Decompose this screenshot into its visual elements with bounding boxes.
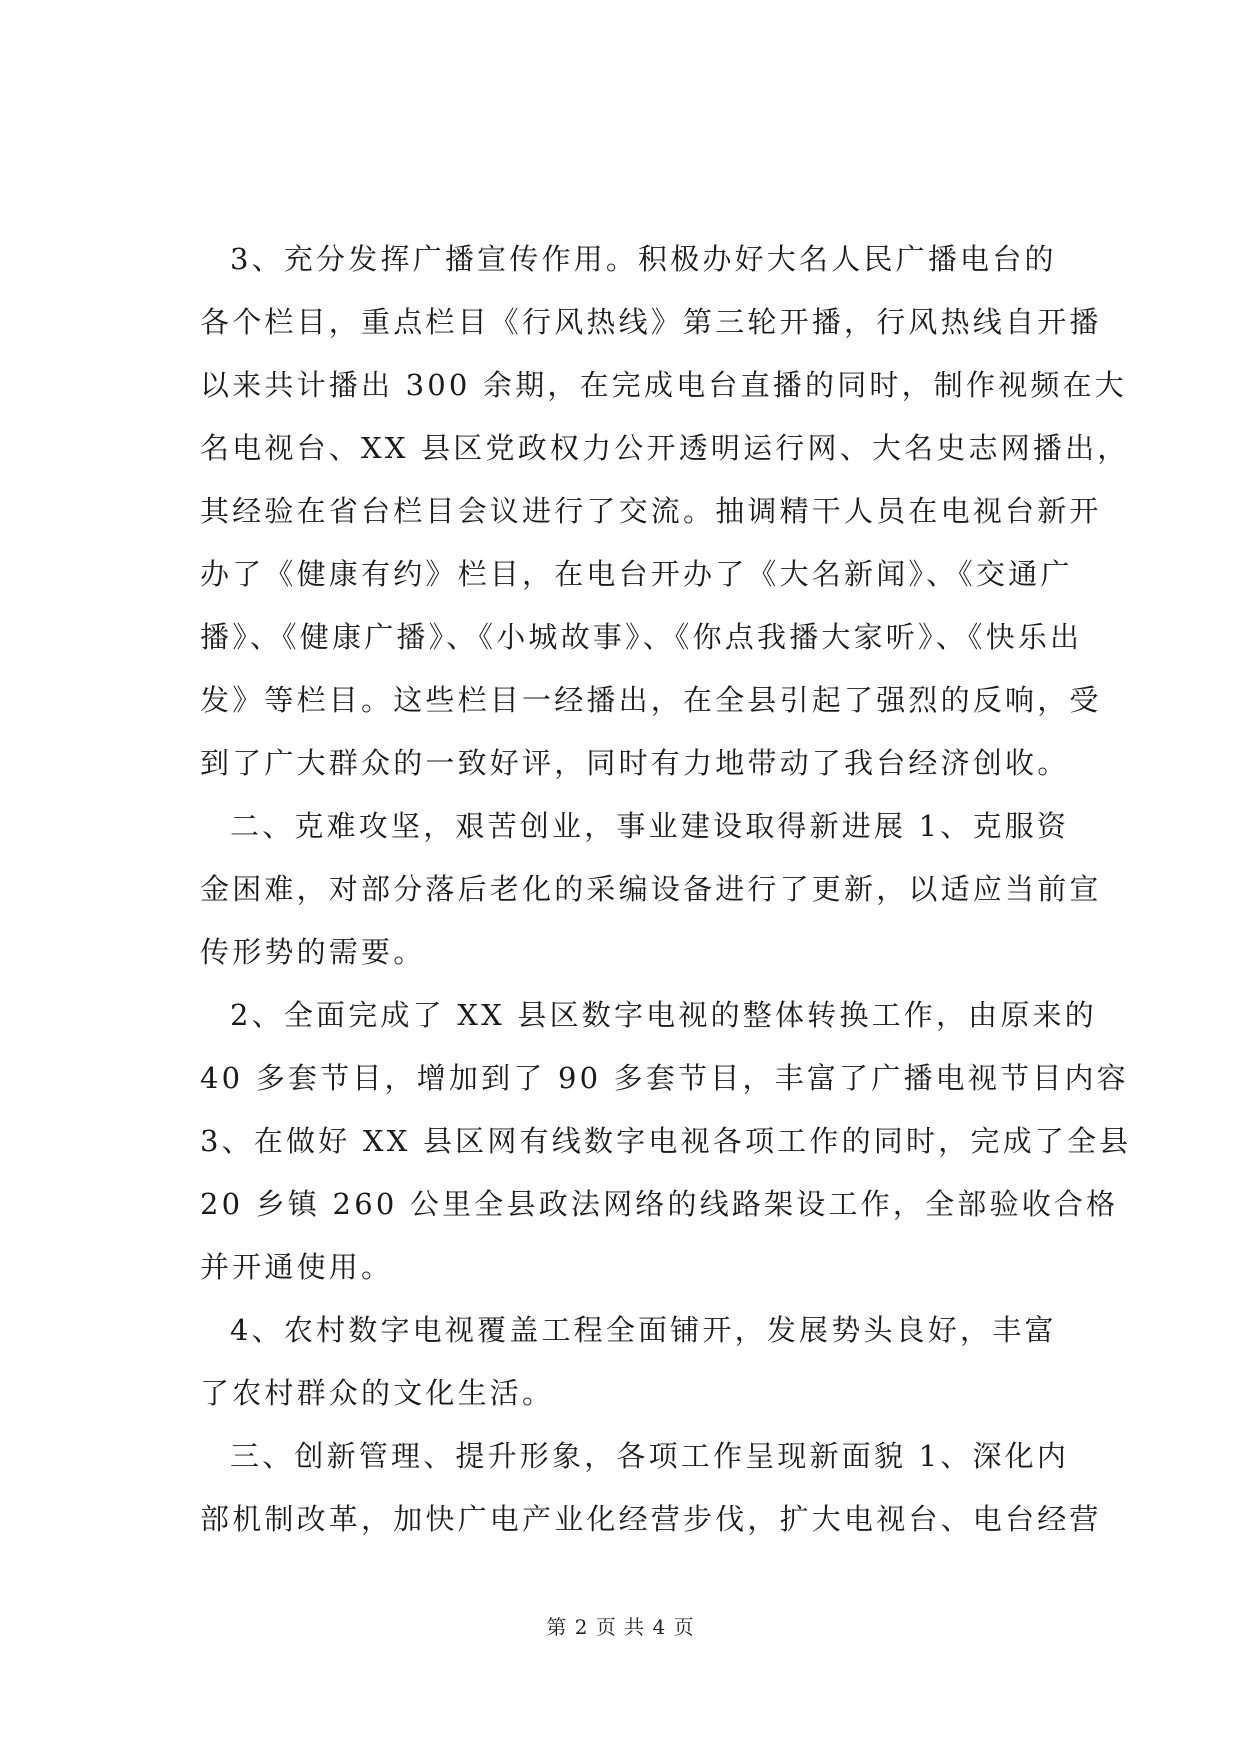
- paragraph-line: 了农村群众的文化生活。: [200, 1376, 555, 1410]
- paragraph-line: 并开通使用。: [200, 1250, 394, 1284]
- paragraph-broadcast-publicity: [200, 228, 1130, 795]
- paragraph-line: 到了广大群众的一致好评，同时有力地带动了我台经济创收。: [200, 746, 1070, 780]
- paragraph-line: 以来共计播出 300 余期，在完成电台直播的同时，制作视频在大: [200, 368, 1127, 402]
- paragraph-line: 40 多套节目，增加到了 90 多套节目，丰富了广播电视节目内容: [200, 1061, 1129, 1095]
- paragraph-line: 名电视台、XX 县区党政权力公开透明运行网、大名史志网播出，: [200, 431, 1130, 465]
- paragraph-line: 部机制改革，加快广电产业化经营步伐，扩大电视台、电台经营: [200, 1502, 1102, 1536]
- paragraph-line: 2、全面完成了 XX 县区数字电视的整体转换工作，由原来的: [230, 998, 1097, 1032]
- paragraph-digital-tv: [200, 984, 1132, 1299]
- paragraph-section-two: [200, 795, 1102, 984]
- paragraph-line: 播》、《健康广播》、《小城故事》、《你点我播大家听》、《快乐出: [200, 620, 1083, 654]
- paragraph-line: 其经验在省台栏目会议进行了交流。抽调精干人员在电视台新开: [200, 494, 1102, 528]
- body-text: [200, 228, 1132, 1551]
- paragraph-rural-coverage: [200, 1299, 1080, 1425]
- paragraph-line: 金困难，对部分落后老化的采编设备进行了更新，以适应当前宣: [200, 872, 1102, 906]
- paragraph-section-three: [200, 1425, 1102, 1551]
- paragraph-line: 三、创新管理、提升形象，各项工作呈现新面貌 1、深化内: [230, 1439, 1070, 1473]
- paragraph-line: 4、农村数字电视覆盖工程全面铺开，发展势头良好，丰富: [230, 1313, 1057, 1347]
- paragraph-line: 3、充分发挥广播宣传作用。积极办好大名人民广播电台的: [230, 242, 1057, 276]
- paragraph-line: 3、在做好 XX 县区网有线数字电视各项工作的同时，完成了全县: [200, 1124, 1132, 1158]
- paragraph-line: 办了《健康有约》栏目，在电台开办了《大名新闻》、《交通广: [200, 557, 1073, 591]
- paragraph-line: 发》等栏目。这些栏目一经播出，在全县引起了强烈的反响，受: [200, 683, 1102, 717]
- paragraph-line: 20 乡镇 260 公里全县政法网络的线路架设工作，全部验收合格: [200, 1187, 1119, 1221]
- paragraph-line: 传形势的需要。: [200, 935, 426, 969]
- paragraph-line: 各个栏目，重点栏目《行风热线》第三轮开播，行风热线自开播: [200, 305, 1102, 339]
- page-number-footer: 第 2 页 共 4 页: [546, 1615, 695, 1639]
- paragraph-line: 二、克难攻坚，艰苦创业，事业建设取得新进展 1、克服资: [230, 809, 1070, 843]
